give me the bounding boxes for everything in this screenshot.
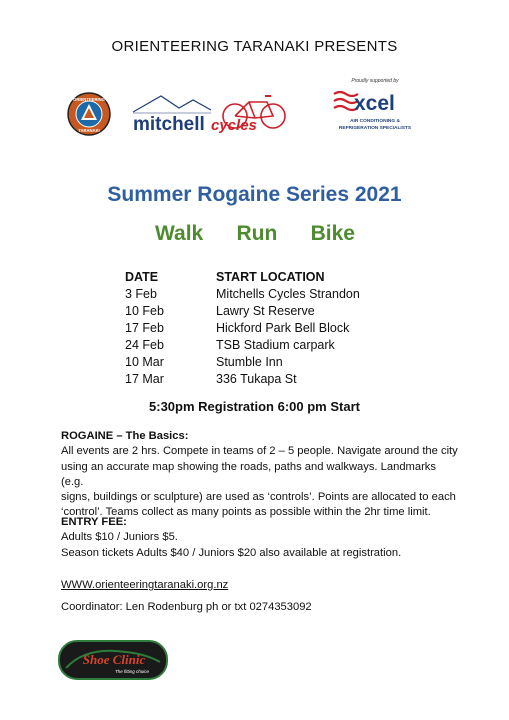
table-row [125,285,360,302]
date-column-header: DATE [125,269,159,284]
date-cell: 17 Mar [125,371,164,386]
entry-fee-line: Adults $10 / Juniors $5. [61,531,178,544]
date-cell: 24 Feb [125,337,164,352]
svg-text:Shoe Clinic: Shoe Clinic [82,652,146,667]
date-cell: 3 Feb [125,286,157,301]
table-row [125,302,360,319]
event-title: Summer Rogaine Series 2021 [107,183,402,206]
svg-text:xcel: xcel [354,92,395,115]
basics-line: signs, buildings or sculpture) are used as ‘controls’. Points are allocated to each [61,491,456,504]
table-row [125,319,360,336]
date-cell: 10 Mar [125,354,164,369]
entry-fee-heading: ENTRY FEE: [61,516,127,528]
schedule-table [125,268,360,387]
table-row [125,353,360,370]
website-link[interactable]: WWW.orienteeringtaranaki.org.nz [61,579,229,591]
location-column-header: START LOCATION [216,269,325,284]
activity-run: Run [236,222,278,245]
basics-line: using an accurate map showing the roads, paths and walkways. Landmarks (e.g. [61,460,436,488]
svg-text:ORIENTEERING: ORIENTEERING [73,97,105,102]
presents-heading: ORIENTEERING TARANAKI PRESENTS [111,38,398,55]
orienteering-taranaki-logo [67,92,111,136]
location-cell: Stumble Inn [216,354,283,369]
mitchell-cycles-logo [131,90,291,134]
location-cell: Mitchells Cycles Strandon [216,286,360,301]
svg-text:TARANAKI: TARANAKI [78,128,100,133]
svg-text:The fitting choice: The fitting choice [114,669,150,674]
basics-line: All events are 2 hrs. Compete in teams of 2 – 5 people. Navigate around the city [61,445,458,458]
schedule-header-row [125,268,360,285]
svg-text:mitchell: mitchell [133,114,205,134]
shoe-clinic-logo [58,640,168,680]
activity-walk: Walk [155,222,204,245]
entry-fee-line: Season tickets Adults $40 / Juniors $20 also available at registration. [61,546,402,559]
date-cell: 10 Feb [125,303,164,318]
basics-line: ‘control’. Teams collect as many points as possible within the 2hr time limit. [61,506,431,519]
entry-fee-section [61,515,461,561]
basics-section [61,429,461,521]
date-cell: 17 Feb [125,320,164,335]
coordinator-text: Coordinator: Len Rodenburg ph or txt 0274353092 [61,601,312,613]
svg-text:cycles: cycles [211,117,257,134]
activities-row [155,222,355,246]
svg-text:REFRIGERATION SPECIALISTS: REFRIGERATION SPECIALISTS [338,126,412,131]
table-row [125,370,360,387]
timing-text: 5:30pm Registration 6:00 pm Start [149,399,360,414]
location-cell: Hickford Park Bell Block [216,320,350,335]
table-row [125,336,360,353]
basics-heading: ROGAINE – The Basics: [61,430,189,442]
excel-sponsor-logo [330,74,420,138]
svg-text:AIR CONDITIONING &: AIR CONDITIONING & [350,119,400,124]
location-cell: Lawry St Reserve [216,303,315,318]
location-cell: TSB Stadium carpark [216,337,335,352]
svg-text:Proudly supported by: Proudly supported by [351,78,399,84]
location-cell: 336 Tukapa St [216,371,297,386]
activity-bike: Bike [310,222,355,245]
